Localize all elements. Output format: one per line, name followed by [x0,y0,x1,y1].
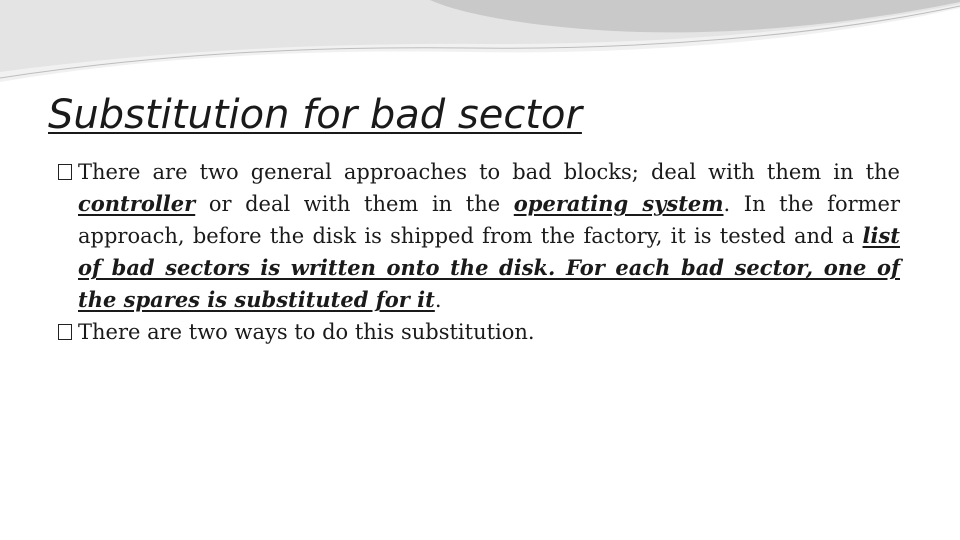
emphasized-sentence: list of bad sectors is written onto the disk. For each bad sector, one of the spares is substituted for it [78,223,900,312]
bullet-list [58,156,900,348]
bullet-item [58,156,900,316]
text-segment: or deal with them in the [195,192,514,216]
emphasized-term-controller: controller [78,191,196,216]
bullet-item [58,316,900,348]
bullet-box-icon [58,164,72,180]
slide-title: Substitution for bad sector [48,92,582,138]
header-wave-decoration [0,0,960,95]
text-segment: . In the former approach, before the disk is shipped from the factory, it is tested and a [78,192,901,248]
bullet-text: There are two ways to do this substitution. [78,320,535,344]
emphasized-term-operating-system: operating system [513,191,724,216]
text-segment: . [434,288,442,312]
bullet-text [78,160,900,312]
text-segment: There are two general approaches to bad blocks; deal with them in the [78,160,900,184]
bullet-box-icon [58,324,72,340]
